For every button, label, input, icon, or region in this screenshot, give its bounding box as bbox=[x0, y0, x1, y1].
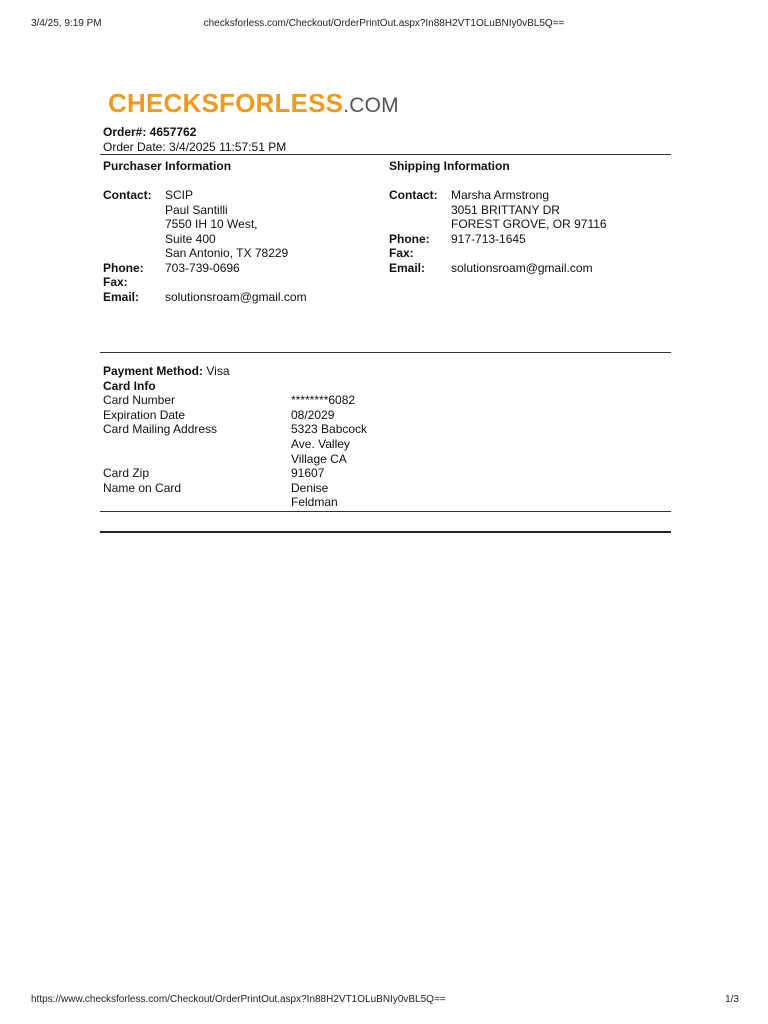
name-on-card-label: Name on Card bbox=[103, 480, 182, 495]
order-number: Order#: 4657762 bbox=[103, 125, 197, 139]
expiration-date-label: Expiration Date bbox=[103, 407, 186, 422]
card-mailing-address-line: 5323 Babcock bbox=[291, 422, 368, 437]
name-on-card-value bbox=[291, 481, 338, 510]
card-mailing-address-value bbox=[291, 422, 367, 466]
purchaser-fax-label: Fax: bbox=[103, 275, 128, 289]
shipping-phone bbox=[389, 232, 669, 247]
shipping-contact-line: 3051 BRITTANY DR bbox=[451, 202, 560, 217]
card-zip-line: 91607 bbox=[291, 466, 325, 481]
print-url: checksforless.com/Checkout/OrderPrintOut.aspx?In88H2VT1OLuBNIy0vBL5Q== bbox=[203, 18, 565, 29]
order-printout bbox=[100, 86, 671, 533]
checksforless-logo bbox=[108, 86, 671, 123]
shipping-fax-label: Fax: bbox=[389, 246, 414, 260]
card-mailing-address-label: Card Mailing Address bbox=[103, 422, 218, 437]
purchaser-contact-line: San Antonio, TX 78229 bbox=[165, 246, 289, 260]
purchaser-contact-label: Contact: bbox=[103, 188, 152, 202]
card-info-heading: Card Info bbox=[103, 378, 156, 393]
divider-thick bbox=[100, 531, 671, 533]
purchaser-contact bbox=[103, 188, 373, 261]
shipping-email bbox=[389, 261, 669, 276]
logo-tld: .COM bbox=[343, 94, 399, 117]
shipping-information bbox=[389, 159, 669, 275]
purchaser-phone bbox=[103, 261, 373, 276]
card-number-label: Card Number bbox=[103, 393, 176, 408]
print-datetime: 3/4/25, 9:19 PM bbox=[31, 18, 102, 29]
purchaser-fax-value bbox=[165, 275, 373, 290]
name-on-card-line: Feldman bbox=[291, 495, 338, 510]
purchaser-email bbox=[103, 290, 373, 305]
expiration-date-line: 08/2029 bbox=[291, 407, 335, 422]
card-zip-label: Card Zip bbox=[103, 466, 150, 481]
shipping-contact bbox=[389, 188, 669, 232]
purchaser-fax bbox=[103, 275, 373, 290]
payment-section bbox=[100, 353, 671, 511]
info-columns bbox=[100, 155, 671, 352]
card-mailing-address-line: Ave. Valley bbox=[291, 436, 350, 451]
purchaser-contact-lines bbox=[165, 188, 373, 261]
purchaser-contact-line: Paul Santilli bbox=[165, 202, 228, 217]
card-zip-row bbox=[103, 466, 671, 481]
expiration-date-value bbox=[291, 408, 334, 423]
shipping-email-value: solutionsroam@gmail.com bbox=[451, 260, 593, 275]
shipping-fax bbox=[389, 246, 669, 261]
spacer bbox=[100, 512, 671, 531]
name-on-card-line: Denise bbox=[291, 480, 329, 495]
shipping-phone-label: Phone: bbox=[389, 231, 430, 246]
card-mailing-address-line: Village CA bbox=[291, 451, 347, 466]
purchaser-phone-label: Phone: bbox=[103, 260, 144, 275]
logo-brand: CHECKSFORLESS bbox=[108, 88, 344, 118]
shipping-title: Shipping Information bbox=[389, 159, 510, 173]
card-number-row bbox=[103, 393, 671, 408]
footer-url: https://www.checksforless.com/Checkout/OrderPrintOut.aspx?In88H2VT1OLuBNIy0vBL5Q== bbox=[31, 994, 446, 1005]
purchaser-email-label: Email: bbox=[103, 289, 140, 304]
purchaser-contact-line: Suite 400 bbox=[165, 231, 216, 246]
shipping-fax-value bbox=[451, 246, 669, 261]
purchaser-title: Purchaser Information bbox=[103, 159, 232, 173]
order-date: Order Date: 3/4/2025 11:57:51 PM bbox=[103, 140, 287, 154]
card-number-value bbox=[291, 393, 355, 408]
purchaser-email-value: solutionsroam@gmail.com bbox=[165, 289, 307, 304]
payment-method-label: Payment Method: bbox=[103, 364, 204, 378]
shipping-phone-value: 917-713-1645 bbox=[451, 231, 526, 246]
name-on-card-row bbox=[103, 481, 671, 510]
shipping-contact-line: FOREST GROVE, OR 97116 bbox=[451, 217, 607, 231]
page-number: 1/3 bbox=[725, 994, 739, 1005]
card-mailing-address-row bbox=[103, 422, 671, 466]
purchaser-information bbox=[103, 159, 373, 304]
purchaser-contact-line: SCIP bbox=[165, 188, 194, 202]
card-number-line: ********6082 bbox=[291, 393, 356, 408]
payment-method-value: Visa bbox=[206, 364, 230, 378]
shipping-contact-lines bbox=[451, 188, 669, 232]
shipping-email-label: Email: bbox=[389, 260, 426, 275]
print-footer bbox=[31, 994, 739, 1005]
card-zip-value bbox=[291, 466, 324, 481]
shipping-contact-label: Contact: bbox=[389, 188, 438, 202]
purchaser-phone-value: 703-739-0696 bbox=[165, 260, 240, 275]
payment-method bbox=[103, 364, 671, 379]
expiration-date-row bbox=[103, 408, 671, 423]
shipping-contact-line: Marsha Armstrong bbox=[451, 188, 550, 202]
purchaser-contact-line: 7550 IH 10 West, bbox=[165, 217, 258, 231]
